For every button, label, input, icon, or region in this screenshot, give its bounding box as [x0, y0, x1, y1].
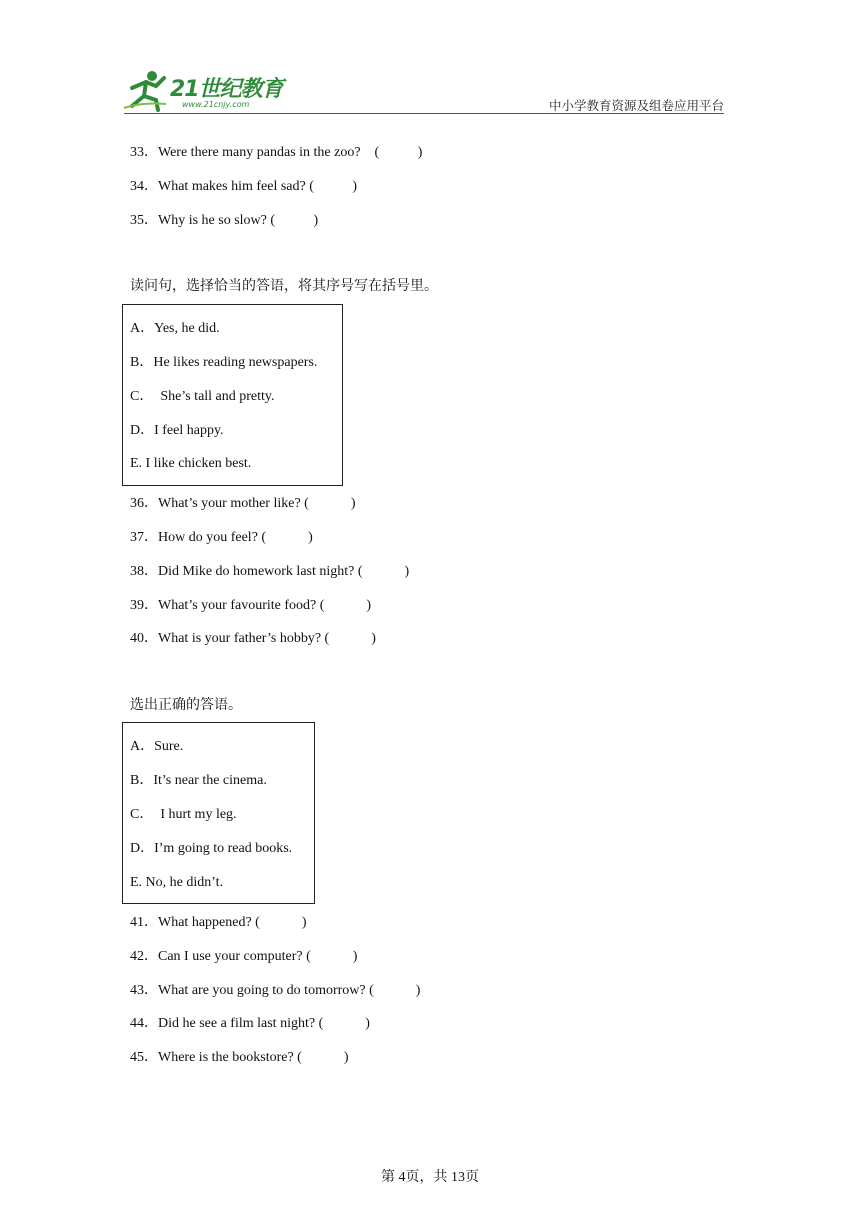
question-38: 38．Did Mike do homework last night? ( ) — [130, 564, 410, 579]
section2-option-d: D．I feel happy. — [130, 423, 224, 438]
section3-option-b: B．It’s near the cinema. — [130, 773, 267, 788]
question-44: 44．Did he see a film last night? ( ) — [130, 1016, 370, 1031]
section3-option-d: D．I’m going to read books. — [130, 841, 293, 856]
question-42: 42．Can I use your computer? ( ) — [130, 949, 358, 964]
section3-option-e: E. No, he didn’t. — [130, 875, 224, 890]
question-33: 33．Were there many pandas in the zoo? ( ) — [130, 145, 423, 160]
section2-option-b: B．He likes reading newspapers. — [130, 355, 318, 370]
question-37: 37．How do you feel? ( ) — [130, 530, 313, 545]
question-34: 34．What makes him feel sad? ( ) — [130, 179, 358, 194]
question-39: 39．What’s your favourite food? ( ) — [130, 598, 372, 613]
section2-option-e: E. I like chicken best. — [130, 456, 252, 471]
section3-option-c: C． I hurt my leg. — [130, 807, 237, 822]
question-41: 41．What happened? ( ) — [130, 915, 307, 930]
logo-wordmark: 21世纪教育 — [170, 77, 283, 102]
site-logo — [122, 68, 292, 112]
header-platform-name: 中小学教育资源及组卷应用平台 — [548, 99, 724, 113]
question-36: 36．What’s your mother like? ( ) — [130, 496, 356, 511]
question-43: 43．What are you going to do tomorrow? ( ) — [130, 983, 421, 998]
question-45: 45．Where is the bookstore? ( ) — [130, 1050, 349, 1065]
page-number: 第 4页，共 13页 — [381, 1170, 479, 1185]
question-35: 35．Why is he so slow? ( ) — [130, 213, 319, 228]
logo-url: www.21cnjy.com — [182, 100, 250, 109]
header-divider — [124, 113, 724, 114]
section2-instruction: 读问句，选择恰当的答语，将其序号写在括号里。 — [130, 279, 438, 294]
section3-instruction: 选出正确的答语。 — [130, 698, 242, 713]
section2-option-c: C． She’s tall and pretty. — [130, 389, 275, 404]
question-40: 40．What is your father’s hobby? ( ) — [130, 631, 376, 646]
runner-logo-icon — [122, 68, 170, 112]
section2-option-a: A．Yes, he did. — [130, 321, 220, 336]
section3-option-a: A．Sure. — [130, 739, 184, 754]
